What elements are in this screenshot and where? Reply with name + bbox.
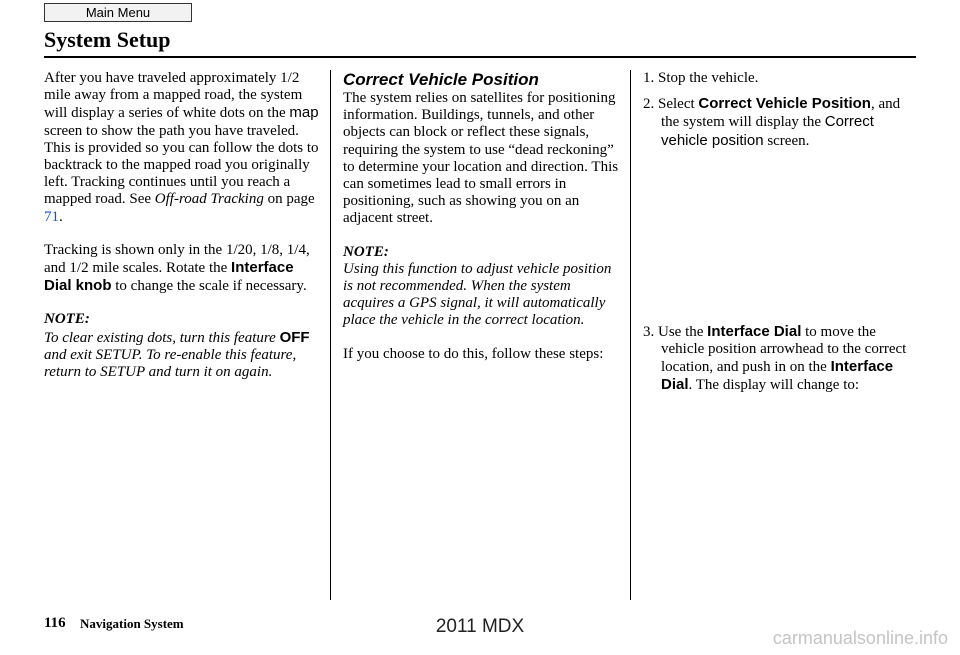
tracking-paragraph bbox=[44, 70, 322, 226]
map-term: map bbox=[289, 104, 319, 122]
note-body bbox=[44, 329, 322, 382]
off-term: OFF bbox=[279, 328, 310, 346]
column-divider bbox=[630, 70, 631, 600]
page-71-link[interactable]: 71 bbox=[44, 208, 59, 225]
title-rule bbox=[44, 56, 916, 58]
interface-dial-term: Interface Dial bbox=[661, 358, 894, 394]
step-1: 1. Stop the vehicle. bbox=[643, 70, 759, 86]
column-middle bbox=[343, 70, 620, 363]
steps-intro: If you choose to do this, follow these steps: bbox=[343, 345, 604, 362]
off-road-tracking-ref: Off-road Tracking bbox=[154, 191, 264, 208]
text-span: screen to show the path you have traveled. This is provided so you can follow the dots to backtrack to the mapped road you originally left. Tracking continues until you reach a mapped road. See bbox=[44, 122, 319, 208]
gps-paragraph: The system relies on satellites for positioning information. Buildings, tunnels, and other objects can block or reflect these signals, requiring the system to use “dead reckoning” to determine your location and direction. This can sometimes lead to small errors in positioning, such as showing you on an adjacent street. bbox=[343, 90, 619, 227]
column-divider bbox=[330, 70, 331, 600]
footer-section-label: Navigation System bbox=[80, 616, 184, 631]
column-left bbox=[44, 70, 322, 381]
interface-dial-term: Interface Dial bbox=[707, 322, 802, 340]
text-span: screen. bbox=[763, 132, 810, 149]
text-span: to move the vehicle position arrowhead to the correct location, and push in on the bbox=[661, 323, 907, 376]
correct-vehicle-position-screen-term: Correct vehicle position bbox=[661, 113, 874, 149]
text-span: 3. Use the bbox=[643, 323, 708, 340]
page-number: 116 bbox=[44, 615, 66, 631]
column-right bbox=[643, 70, 916, 395]
step-2 bbox=[643, 95, 916, 150]
text-span: to change the scale if necessary. bbox=[111, 278, 307, 295]
text-span: and exit SETUP. To re-enable this feature, return to SETUP and turn it on again. bbox=[44, 346, 297, 381]
note-body: Using this function to adjust vehicle position is not recommended. When the system acquires a GPS signal, it will automatically place the vehicle in the correct location. bbox=[343, 260, 612, 329]
text-span: on page bbox=[263, 191, 315, 208]
note-heading: NOTE: bbox=[343, 243, 389, 260]
correct-vehicle-position-term: Correct Vehicle Position bbox=[698, 95, 871, 113]
model-label: 2011 MDX bbox=[435, 616, 525, 637]
scale-paragraph bbox=[44, 242, 322, 296]
text-span: . bbox=[59, 208, 63, 225]
note-heading: NOTE: bbox=[44, 311, 90, 328]
text-span: Tracking is shown only in the 1/20, 1/8, 1/4, and 1/2 mile scales. Rotate the bbox=[44, 241, 310, 277]
text-span: . The display will change to: bbox=[688, 377, 860, 394]
text-span: After you have traveled approximately 1/2 mile away from a mapped road, the system will display a series of white dots on the bbox=[44, 70, 303, 122]
section-heading: Correct Vehicle Position bbox=[343, 70, 539, 89]
page-title: System Setup bbox=[44, 27, 171, 52]
text-span: 2. Select bbox=[643, 96, 699, 113]
text-span: To clear existing dots, turn this feature bbox=[44, 329, 280, 346]
text-span: , and the system will display the bbox=[661, 96, 901, 131]
main-menu-button[interactable]: Main Menu bbox=[44, 3, 192, 22]
watermark: carmanualsonline.info bbox=[772, 628, 948, 648]
interface-dial-knob-term: Interface Dial knob bbox=[44, 259, 294, 295]
step-3 bbox=[643, 323, 916, 395]
